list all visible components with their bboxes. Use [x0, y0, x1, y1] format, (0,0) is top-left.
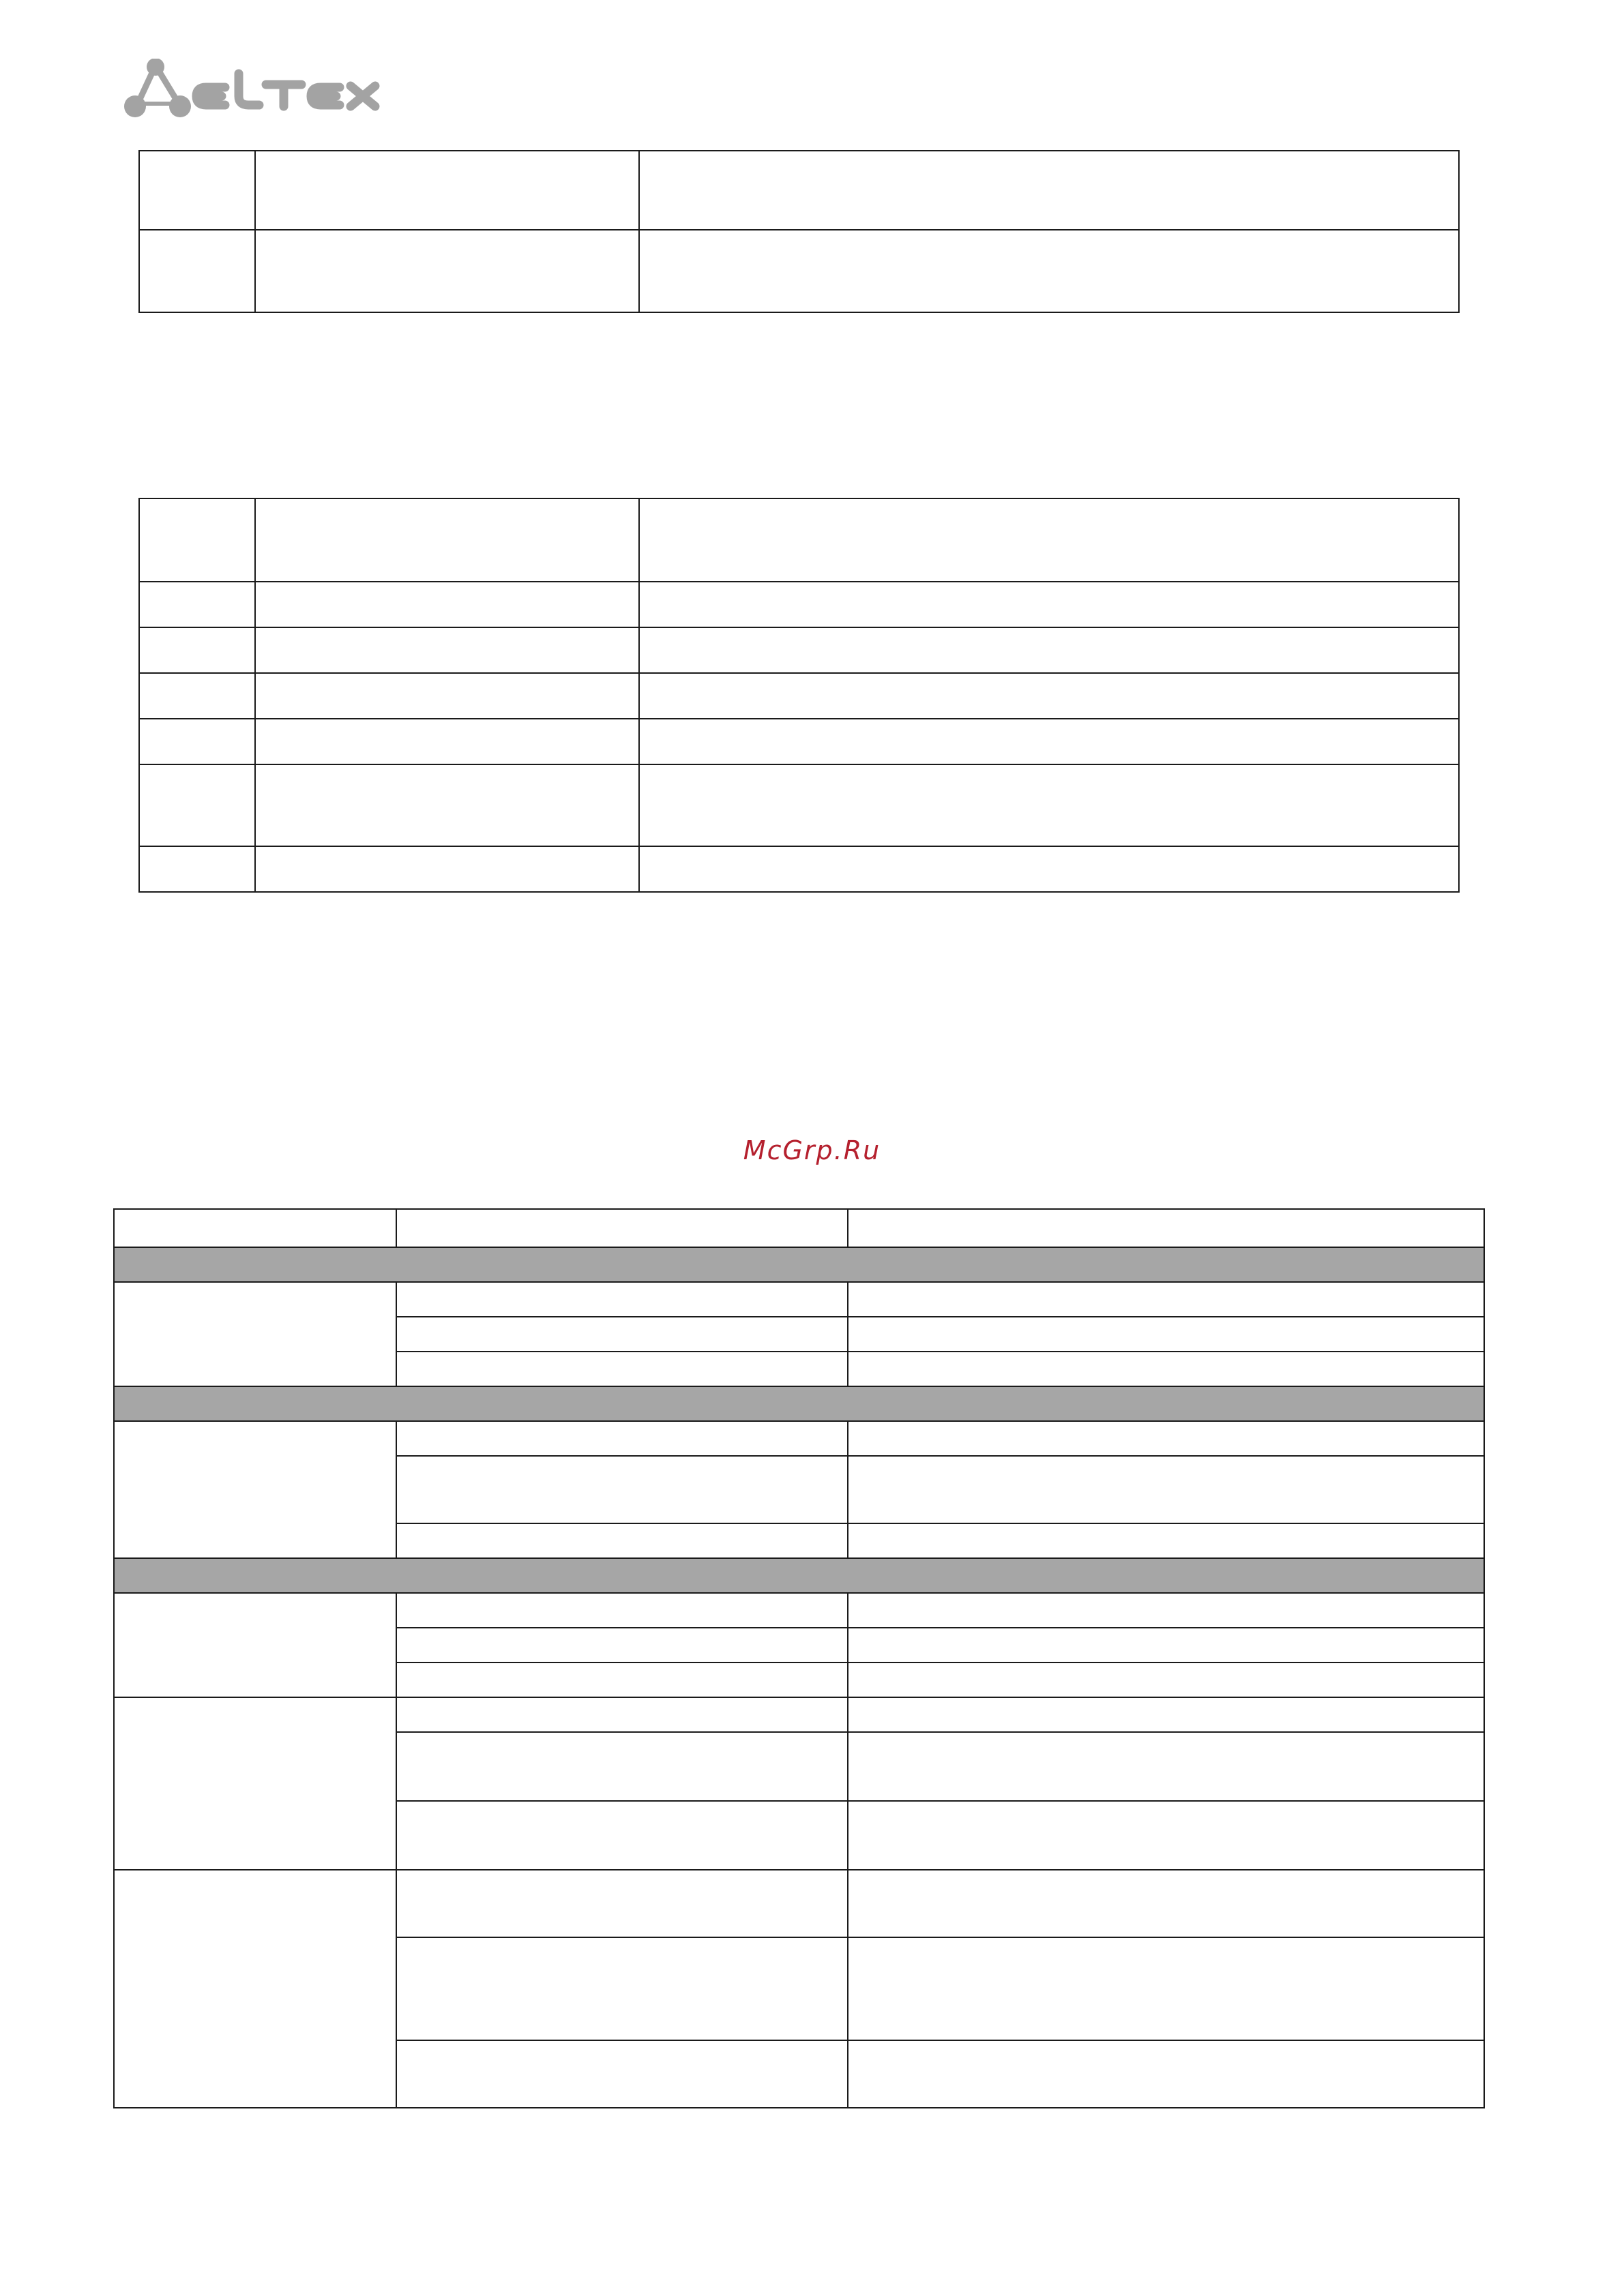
- table-1: [138, 150, 1460, 313]
- table-header-cell: [396, 1209, 848, 1247]
- table-cell: [396, 1937, 848, 2040]
- table-cell: [396, 1282, 848, 1317]
- table-cell: [255, 582, 639, 627]
- table-cell: [396, 1663, 848, 1697]
- table-cell: [848, 1282, 1484, 1317]
- table-cell: [848, 1523, 1484, 1558]
- table-row: [139, 151, 1459, 230]
- table-cell: [396, 1593, 848, 1628]
- table-row: [139, 673, 1459, 719]
- section-band-cell: [114, 1558, 1484, 1593]
- section-band: [114, 1558, 1484, 1593]
- table-cell: [255, 230, 639, 312]
- table-cell: [848, 2040, 1484, 2108]
- table-cell: [848, 1456, 1484, 1523]
- table-cell: [848, 1870, 1484, 1937]
- table-cell: [396, 1421, 848, 1456]
- table-cell: [848, 1801, 1484, 1870]
- table-cell: [848, 1937, 1484, 2040]
- table-3: [113, 1208, 1485, 2108]
- table-header-row: [114, 1209, 1484, 1247]
- table-cell: [396, 1628, 848, 1663]
- table-cell: [139, 846, 255, 892]
- table-cell: [639, 582, 1459, 627]
- table-header-cell: [848, 1209, 1484, 1247]
- table-cell: [255, 627, 639, 673]
- table-cell: [139, 498, 255, 582]
- table-row: [139, 230, 1459, 312]
- group-cell: [114, 1697, 396, 1870]
- table-row: [139, 582, 1459, 627]
- table-cell: [396, 1523, 848, 1558]
- table-cell: [139, 627, 255, 673]
- table-cell: [139, 151, 255, 230]
- table-row: [114, 1870, 1484, 1937]
- table-row: [114, 1421, 1484, 1456]
- table-row: [114, 1593, 1484, 1628]
- table-row: [139, 627, 1459, 673]
- table-cell: [255, 151, 639, 230]
- table-cell: [848, 1663, 1484, 1697]
- group-cell: [114, 1282, 396, 1386]
- table-cell: [396, 1870, 848, 1937]
- table-cell: [139, 582, 255, 627]
- group-cell: [114, 1593, 396, 1697]
- group-cell: [114, 1870, 396, 2108]
- table-cell: [639, 673, 1459, 719]
- table-cell: [639, 627, 1459, 673]
- table-cell: [255, 673, 639, 719]
- eltex-logo-graphic: [123, 59, 382, 127]
- table-cell: [848, 1628, 1484, 1663]
- table-row: [114, 1697, 1484, 1732]
- table-cell: [139, 719, 255, 764]
- table-cell: [848, 1593, 1484, 1628]
- table-cell: [639, 498, 1459, 582]
- table-header-cell: [114, 1209, 396, 1247]
- table-cell: [639, 764, 1459, 846]
- eltex-logo: [123, 59, 382, 127]
- table-cell: [639, 151, 1459, 230]
- table-cell: [396, 1352, 848, 1386]
- table-cell: [848, 1352, 1484, 1386]
- table-cell: [639, 230, 1459, 312]
- section-band-cell: [114, 1247, 1484, 1282]
- table-cell: [396, 1317, 848, 1352]
- section-band: [114, 1386, 1484, 1421]
- table-cell: [139, 230, 255, 312]
- section-band: [114, 1247, 1484, 1282]
- table-row: [114, 1282, 1484, 1317]
- table-cell: [139, 673, 255, 719]
- table-cell: [848, 1421, 1484, 1456]
- table-cell: [848, 1697, 1484, 1732]
- table-cell: [396, 1697, 848, 1732]
- table-row: [139, 846, 1459, 892]
- table-row: [139, 719, 1459, 764]
- table-cell: [139, 764, 255, 846]
- table-cell: [396, 1801, 848, 1870]
- table-cell: [255, 764, 639, 846]
- table-cell: [848, 1732, 1484, 1801]
- table-cell: [639, 719, 1459, 764]
- section-band-cell: [114, 1386, 1484, 1421]
- table-cell: [255, 719, 639, 764]
- table-cell: [848, 1317, 1484, 1352]
- table-cell: [255, 498, 639, 582]
- table-cell: [255, 846, 639, 892]
- watermark-text: McGrp.Ru: [743, 1135, 881, 1165]
- table-cell: [396, 2040, 848, 2108]
- table-2: [138, 498, 1460, 893]
- table-row: [139, 764, 1459, 846]
- table-row: [139, 498, 1459, 582]
- table-cell: [396, 1456, 848, 1523]
- table-cell: [396, 1732, 848, 1801]
- group-cell: [114, 1421, 396, 1558]
- table-cell: [639, 846, 1459, 892]
